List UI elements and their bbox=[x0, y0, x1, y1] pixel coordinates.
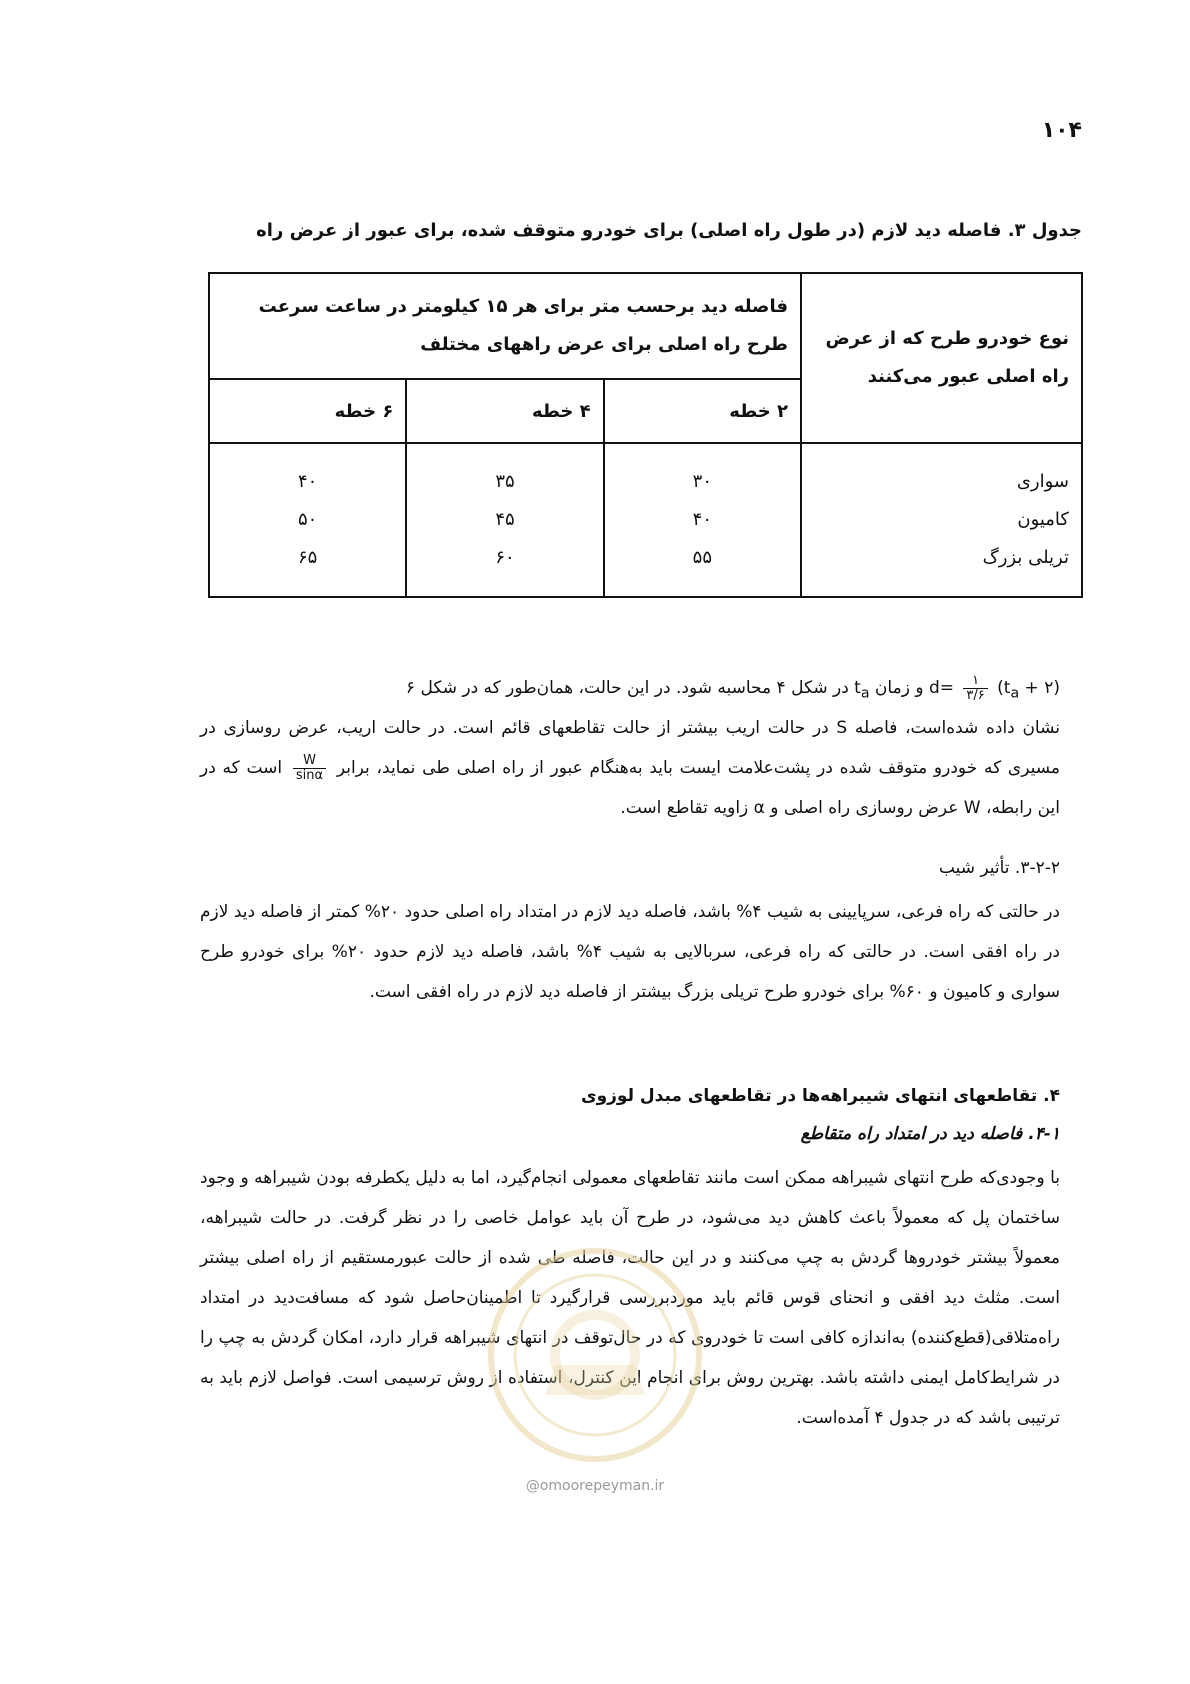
header-sight-distance: فاصله دید برحسب متر برای هر ۱۵ کیلومتر در ساعت سرعت طرح راه اصلی برای عرض راههای مختلف bbox=[209, 273, 801, 379]
table-cell: ۳۰ bbox=[692, 471, 712, 492]
formula-sub: a bbox=[1010, 685, 1020, 702]
header-vehicle-type: نوع خودرو طرح که از عرض راه اصلی عبور می‌کنند bbox=[801, 273, 1082, 443]
vehicle-column bbox=[801, 443, 1082, 597]
paragraph-text-end: است که در این رابطه، W عرض روسازی راه اصلی و α زاویه تقاطع است. bbox=[200, 758, 1060, 818]
table-cell: ۶۵ bbox=[298, 547, 318, 568]
paragraph-ramp: با وجودی‌که طرح انتهای شیبراهه ممکن است مانند تقاطعهای معمولی انجام‌گیرد، اما به دلیل یکطرفه بودن شیبراهه و وجود ساختمان پل که معمولاً باعث کاهش دید می‌شود، در طرح آن باید عوامل خاصی را در نظر گرفت. در حالت شیبراهه، معمولاً بیشتر خودروها گردش به چپ می‌کنند و در این حالت، فاصله طی شده از حالت عبورمستقیم از راه اصلی بیشتر است. مثلث دید افقی و انحنای قوس قائم باید موردبررسی قرارگیرد تا اطمینان‌حاصل شود که مسافت‌دید در امتداد راه‌متلاقی(قطع‌کننده) به‌اندازه کافی است تا خودروی که در حال‌توقف در انتهای شیبراهه قرار دارد، امکان گردش به چپ را در شرایط‌کامل ایمنی داشته باشد. بهترین روش برای انجام این کنترل، استفاده از روش ترسیمی است. فواصل لازم باید به ترتیبی باشد که در جدول ۴ آمده‌است. bbox=[200, 1168, 1060, 1428]
header-lane-4: ۴ خطه bbox=[406, 379, 603, 443]
table-header-row bbox=[209, 273, 1082, 379]
watermark-seal-icon bbox=[485, 1245, 705, 1465]
section-heading-3-2-2: ۳-۲-۲. تأثیر شیب bbox=[938, 858, 1060, 878]
table-cell: ۵۰ bbox=[298, 509, 318, 530]
watermark-text: @omoorepeyman.ir bbox=[525, 1478, 665, 1494]
formula-tail-end: در شکل ۴ محاسبه شود. در این حالت، همان‌طور که در شکل ۶ bbox=[405, 678, 855, 698]
section-heading-4: ۴. تقاطعهای انتهای شیبراهه‌ها در تقاطعهای مبدل لوزوی bbox=[581, 1086, 1060, 1106]
header-lane-2: ۲ خطه bbox=[604, 379, 801, 443]
fraction-numerator: W bbox=[293, 754, 326, 769]
paragraph-text: نشان داده شده‌است، فاصله S در حالت اریب بیشتر از حالت تقاطعهای قائم است. در حالت اریب، عرض روسازی در مسیری که خودرو متوقف شده در پشت‌علامت ایست باید به‌هنگام عبور از راه اصلی طی نماید، برابر bbox=[200, 718, 1061, 778]
section-heading-4-1: ۴-۱. فاصله دید در امتداد راه متقاطع bbox=[800, 1124, 1060, 1144]
formula-tail: =d و زمان t bbox=[854, 678, 954, 698]
paragraph-oblique bbox=[200, 708, 1060, 828]
table-body-row bbox=[209, 443, 1082, 597]
lane-2-column bbox=[604, 443, 801, 597]
w-over-sin-fraction bbox=[293, 754, 326, 783]
fraction-denominator: ۳/۶ bbox=[966, 687, 985, 703]
lane-4-column bbox=[406, 443, 603, 597]
paragraph-slope: در حالتی که راه فرعی، سرپایینی به شیب ۴% باشد، فاصله دید لازم در امتداد راه اصلی حدود ۲۰% کمتر از فاصله دید لازم در راه افقی است. در حالتی که راه فرعی، سربالایی به شیب ۴% باشد، فاصله دید لازم حدود ۲۰% برای خودرو طرح سواری و کامیون و ۶۰% برای خودرو طرح تریلی بزرگ بیشتر از فاصله دید لازم در راه افقی است. bbox=[200, 902, 1061, 1002]
formula-tail-sub: a bbox=[860, 685, 870, 702]
formula-fraction bbox=[963, 674, 987, 703]
table-caption: جدول ۳. فاصله دید لازم (در طول راه اصلی) برای خودرو متوقف شده، برای عبور از عرض راه bbox=[256, 220, 1082, 241]
sight-distance-table bbox=[208, 272, 1083, 598]
formula-open: (۲ + t bbox=[1003, 678, 1060, 698]
fraction-numerator: ۱ bbox=[963, 674, 987, 689]
table-cell: ۴۰ bbox=[692, 509, 712, 530]
header-lane-6: ۶ خطه bbox=[209, 379, 406, 443]
vehicle-name: سواری bbox=[1016, 471, 1069, 492]
table-cell: ۴۵ bbox=[495, 509, 515, 530]
table-cell: ۳۵ bbox=[495, 471, 515, 492]
formula-close: ) bbox=[991, 678, 1004, 698]
table-cell: ۵۵ bbox=[692, 547, 712, 568]
table-cell: ۴۰ bbox=[298, 471, 318, 492]
fraction-denominator: sinα bbox=[295, 767, 324, 783]
vehicle-name: کامیون bbox=[1017, 509, 1069, 530]
lane-6-column bbox=[209, 443, 406, 597]
table-cell: ۶۰ bbox=[495, 547, 515, 568]
page-number: ۱۰۴ bbox=[1041, 118, 1082, 143]
vehicle-name: تریلی بزرگ bbox=[982, 547, 1069, 568]
formula-line bbox=[200, 668, 1060, 713]
